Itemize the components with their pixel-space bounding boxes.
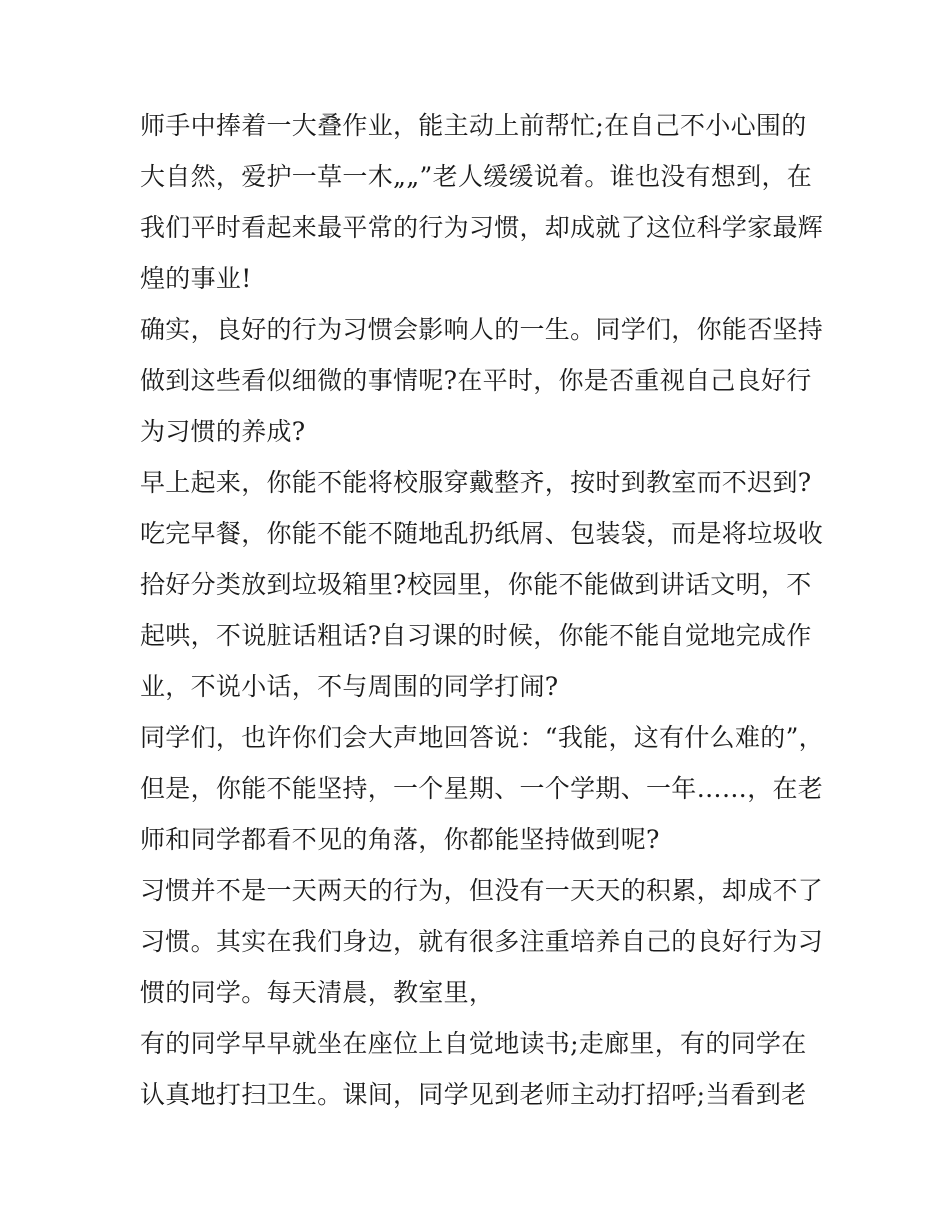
paragraph-5 — [140, 865, 824, 1018]
text-line: 起哄，不说脏话粗话?自习课的时候，你能不能自觉地完成作 — [140, 621, 812, 650]
paragraph-2 — [140, 304, 824, 457]
text-line: 习惯并不是一天两天的行为，但没有一天天的积累，却成不了 — [140, 876, 824, 905]
text-line: 有的同学早早就坐在座位上自觉地读书;走廊里，有的同学在 — [140, 1029, 807, 1058]
paragraph-1 — [140, 100, 824, 304]
paragraph-6 — [140, 1018, 820, 1120]
text-line: 做到这些看似细微的事情呢?在平时，你是否重视自己良好行 — [140, 366, 812, 395]
text-line: 确实，良好的行为习惯会影响人的一生。同学们，你能否坚持 — [140, 315, 824, 344]
paragraph-4 — [140, 712, 824, 865]
text-line: 同学们，也许你们会大声地回答说：“我能，这有什么难的”， — [140, 723, 824, 752]
text-line: 拾好分类放到垃圾箱里?校园里，你能不能做到讲话文明，不 — [140, 570, 812, 599]
text-line: 早上起来，你能不能将校服穿戴整齐，按时到教室而不迟到? — [140, 468, 812, 497]
text-line: 认真地打扫卫生。课间，同学见到老师主动打招呼;当看到老 — [140, 1080, 807, 1109]
text-line: 吃完早餐，你能不能不随地乱扔纸屑、包装袋，而是将垃圾收 — [140, 519, 824, 548]
text-line: 惯的同学。每天清晨，教室里， — [140, 978, 495, 1007]
paragraph-3 — [140, 457, 824, 712]
text-line: 习惯。其实在我们身边，就有很多注重培养自己的良好行为习 — [140, 927, 824, 956]
text-line: 业，不说小话，不与周围的同学打闹? — [140, 672, 559, 701]
document-body — [140, 100, 824, 1120]
text-line: 为习惯的养成? — [140, 417, 306, 446]
text-line: 煌的事业! — [140, 264, 252, 293]
text-line: 但是，你能不能坚持，一个星期、一个学期、一年……，在老 — [140, 774, 824, 803]
text-line: 大自然，爱护一草一木„„”老人缓缓说着。谁也没有想到，在 — [140, 162, 813, 191]
text-line: 师和同学都看不见的角落，你都能坚持做到呢? — [140, 825, 660, 854]
text-line: 师手中捧着一大叠作业，能主动上前帮忙;在自己不小心围的 — [140, 111, 807, 140]
text-line: 我们平时看起来最平常的行为习惯，却成就了这位科学家最辉 — [140, 213, 824, 242]
